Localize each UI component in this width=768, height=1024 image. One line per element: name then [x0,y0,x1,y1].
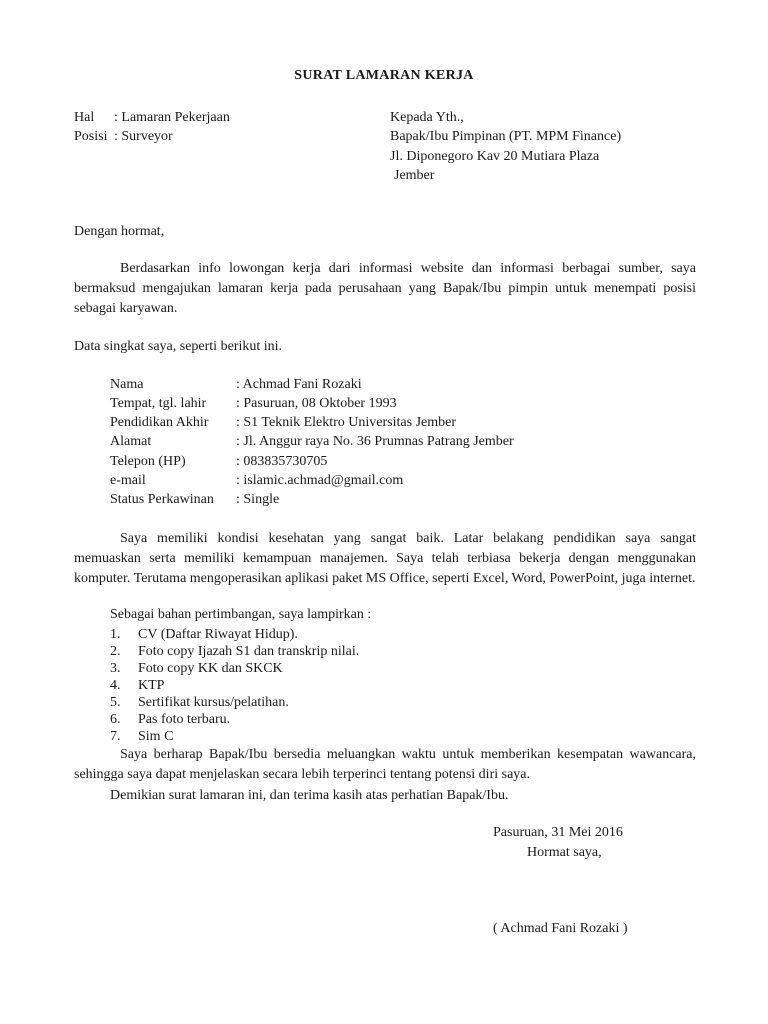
regards: Hormat saya, [527,845,602,860]
recipient-line: Jember [394,168,435,183]
posisi-value: : Surveyor [114,129,173,144]
data-label: Status Perkawinan [110,492,214,507]
intro-paragraph-text: Berdasarkan info lowongan kerja dari informasi website dan informasi berbagai sumber, saya bermaksud mengajukan lamaran kerja pada perusahaan yang Bapak/Ibu pimpin untuk menempati posisi sebagai karyawan. [74,261,696,316]
list-item: Foto copy Ijazah S1 dan transkrip nilai. [138,644,360,659]
intro-paragraph [74,259,696,319]
recipient-line: Bapak/Ibu Pimpinan (PT. MPM Finance) [390,129,622,144]
list-item: Sertifikat kursus/pelatihan. [138,695,289,710]
posisi-label: Posisi [74,129,108,144]
data-value: : Achmad Fani Rozaki [236,377,362,392]
hal-label: Hal [74,110,95,125]
list-item-number: 1. [110,627,121,642]
place-date: Pasuruan, 31 Mei 2016 [493,825,623,840]
hal-value: : Lamaran Pekerjaan [114,110,230,125]
data-label: Telepon (HP) [110,454,186,469]
list-item-number: 5. [110,695,121,710]
hope-paragraph-text: Saya berharap Bapak/Ibu bersedia meluangkan waktu untuk memberikan kesempatan wawancara, sehingga saya dapat menjelaskan secara lebih terperinci tentang potensi diri saya. [74,747,696,782]
recipient-line: Kepada Yth., [390,110,464,125]
attachments-intro: Sebagai bahan pertimbangan, saya lampirkan : [110,607,372,622]
list-item: Pas foto terbaru. [138,712,231,727]
letter-title: SURAT LAMARAN KERJA [294,68,474,83]
data-intro: Data singkat saya, seperti berikut ini. [74,339,282,354]
data-label: Tempat, tgl. lahir [110,396,207,411]
body-paragraph-text: Saya memiliki kondisi kesehatan yang sangat baik. Latar belakang pendidikan saya sangat memuaskan serta memiliki kemampuan manajemen. Saya telah terbiasa bekerja dengan menggunakan komputer. Terutama mengoperasikan aplikasi paket MS Office, seperti Excel, Word, PowerPoint, juga internet. [74,531,696,586]
list-item: KTP [138,678,165,693]
greeting: Dengan hormat, [74,224,165,239]
data-label: Pendidikan Akhir [110,415,209,430]
signatory-name: ( Achmad Fani Rozaki ) [493,921,628,936]
list-item-number: 6. [110,712,121,727]
data-value: : Single [236,492,280,507]
list-item: Foto copy KK dan SKCK [138,661,283,676]
list-item-number: 3. [110,661,121,676]
list-item-number: 7. [110,729,121,744]
data-value: : islamic.achmad@gmail.com [236,473,404,488]
data-value: : Pasuruan, 08 Oktober 1993 [236,396,397,411]
list-item-number: 2. [110,644,121,659]
data-label: e-mail [110,473,146,488]
data-label: Alamat [110,434,152,449]
data-value: : S1 Teknik Elektro Universitas Jember [236,415,457,430]
list-item: CV (Daftar Riwayat Hidup). [138,627,298,642]
list-item-number: 4. [110,678,121,693]
data-value: : Jl. Anggur raya No. 36 Prumnas Patrang Jember [236,434,514,449]
hope-paragraph [74,745,696,785]
closing-paragraph: Demikian surat lamaran ini, dan terima kasih atas perhatian Bapak/Ibu. [110,788,509,803]
data-label: Nama [110,377,144,392]
list-item: Sim C [138,729,174,744]
recipient-line: Jl. Diponegoro Kav 20 Mutiara Plaza [390,149,600,164]
data-value: : 083835730705 [236,454,328,469]
body-paragraph [74,529,696,589]
